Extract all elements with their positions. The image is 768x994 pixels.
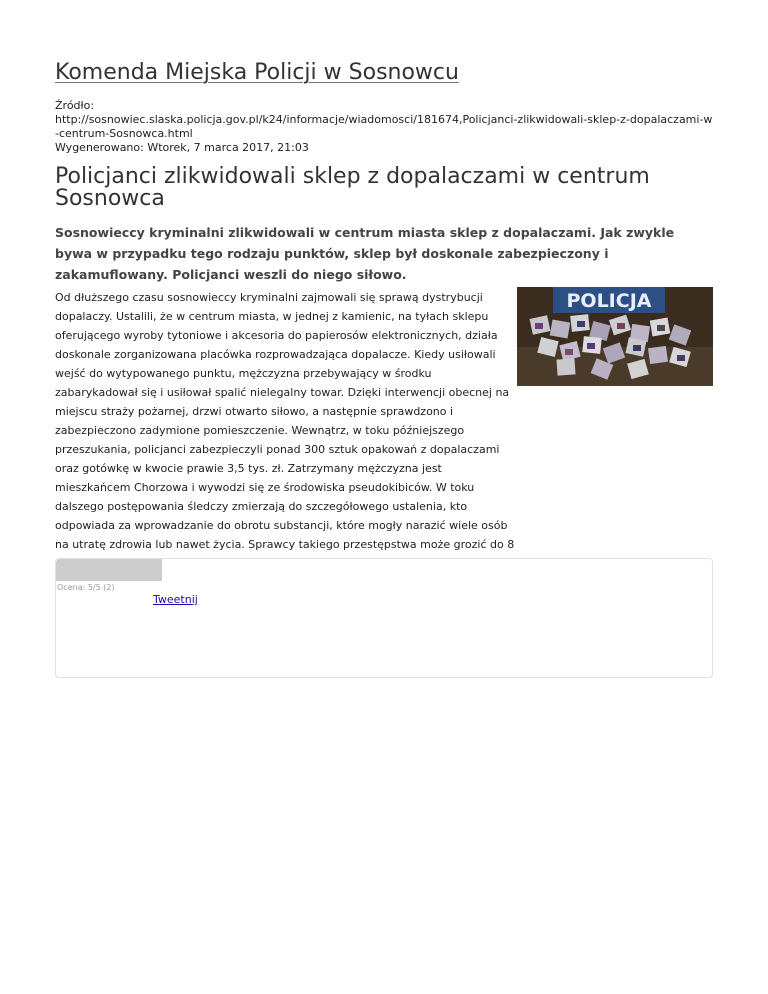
article-photo — [517, 287, 713, 386]
photo-illustration — [517, 287, 713, 386]
rating-text: Ocena: 5/5 (2) — [57, 583, 115, 592]
source-meta — [55, 99, 715, 155]
tweet-link[interactable]: Tweetnij — [153, 593, 198, 606]
source-label: Źródło: — [55, 99, 95, 112]
article-body: Od dłuższego czasu sosnowieccy kryminalni zajmowali się sprawą dystrybucji dopalaczy. Ustalili, że w centrum miasta, w jednej z kamienic, na tyłach sklepu oferującego wyroby tytoniowe i akcesoria do papierosów elektronicznych, działa doskonale zorganizowana placówka rozprowadzająca dopalacze. Kiedy usiłowali wejść do wytypowanego punktu, mężczyzna przebywający w środku zabarykadował się i usiłował spalić nielegalny towar. Dzięki interwencji obecnej na miejscu straży pożarnej, drzwi otwarto siłowo, a następnie sprawdzono i zabezpieczono zadymione pomieszczenie. Wewnątrz, w toku późniejszego przeszukania, policjanci zabezpieczyli ponad 300 sztuk opakowań z dopalaczami oraz gotówkę w kwocie prawie 3,5 tys. zł. Zatrzymany mężczyzna jest mieszkańcem Chorzowa i wywodzi się ze środowiska pseudokibiców. W toku dalszego postępowania śledczy zmierzają do szczegółowego ustalenia, kto odpowiada za wprowadzanie do obrotu substancji, które mogły narazić wiele osób na utratę zdrowia lub nawet życia. Sprawcy takiego przestępstwa może grozić do 8 — [55, 291, 515, 551]
rating-stars-bar[interactable] — [56, 559, 162, 581]
article-lead: Sosnowieccy kryminalni zlikwidowali w centrum miasta sklep z dopalaczami. Jak zwykle bywa w przypadku tego rodzaju punktów, sklep był doskonale zabezpieczony i zakamuflowany. Policjanci weszli do niego siłowo. — [55, 225, 675, 282]
generated-date: Wygenerowano: Wtorek, 7 marca 2017, 21:03 — [55, 141, 309, 154]
rating-panel — [55, 558, 713, 678]
source-url: http://sosnowiec.slaska.policja.gov.pl/k24/informacje/wiadomosci/181674,Policjanci-zlikwidowali-sklep-z-dopalaczami-w-centrum-Sosnowca.html — [55, 113, 713, 140]
site-title: Komenda Miejska Policji w Sosnowcu — [55, 60, 459, 85]
photo-banner-text: POLICJA — [566, 290, 652, 312]
article-title: Policjanci zlikwidowali sklep z dopalaczami w centrum Sosnowca — [55, 164, 650, 211]
